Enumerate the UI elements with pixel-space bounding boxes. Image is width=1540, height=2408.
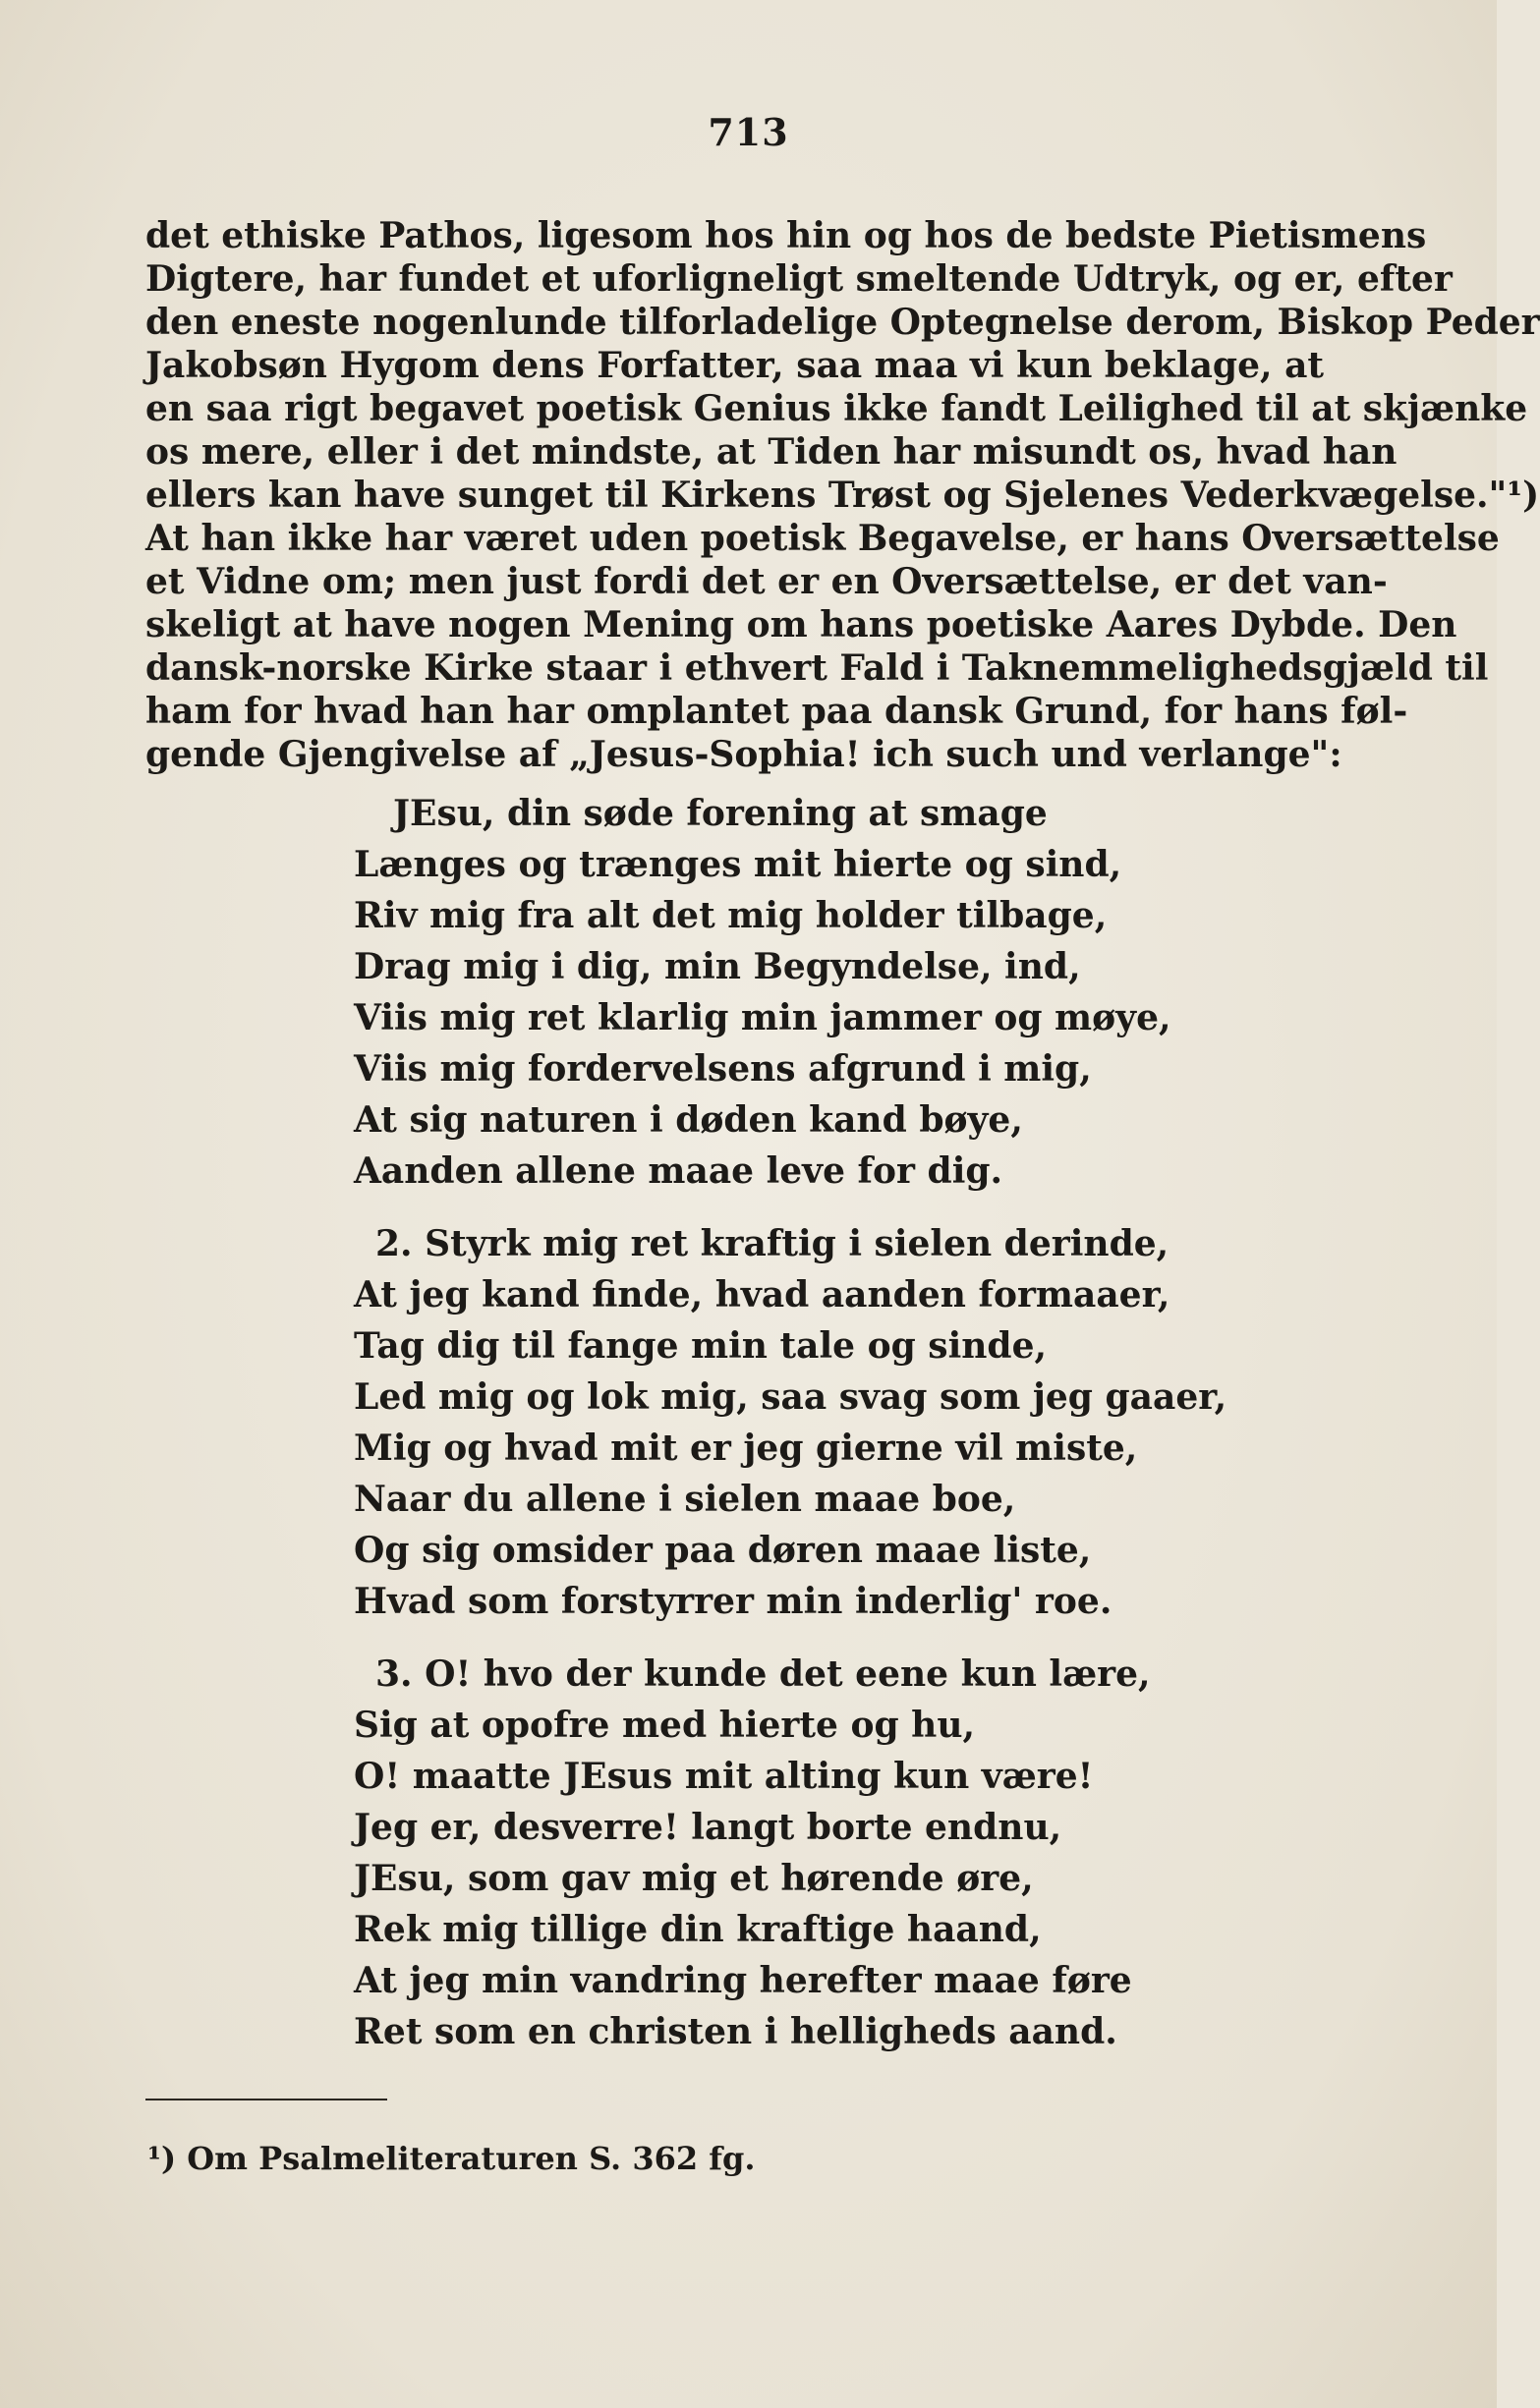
verse-line: Ret som en christen i helligheds aand. — [354, 2011, 1117, 2052]
verse-line: Drag mig i dig, min Begyndelse, ind, — [354, 946, 1081, 987]
verse-line: Og sig omsider paa døren maae liste, — [354, 1530, 1092, 1571]
verse-line: Længes og trænges mit hierte og sind, — [354, 844, 1122, 885]
prose-line: et Vidne om; men just fordi det er en Oversættelse, er det van- — [145, 561, 1388, 602]
hymn-stanza-3 — [354, 1649, 1238, 2057]
hymn-stanza-1 — [354, 788, 1238, 1197]
prose-line: At han ikke har været uden poetisk Begavelse, er hans Oversættelse — [145, 518, 1500, 559]
verse-line: At jeg min vandring herefter maae føre — [354, 1960, 1132, 2001]
verse-line: 3. O! hvo der kunde det eene kun lære, — [375, 1653, 1151, 1695]
verse-line: 2. Styrk mig ret kraftig i sielen derinde, — [375, 1223, 1169, 1264]
verse-line: JEsu, din søde forening at smage — [393, 793, 1048, 834]
prose-line: gende Gjengivelse af „Jesus-Sophia! ich such und verlange": — [145, 734, 1342, 775]
verse-line: Aanden allene maae leve for dig. — [354, 1150, 1003, 1192]
footnote: ¹) Om Psalmeliteraturen S. 362 fg. — [147, 2140, 756, 2177]
verse-line: Tag dig til fange min tale og sinde, — [354, 1325, 1048, 1367]
prose-line: skeligt at have nogen Mening om hans poetiske Aares Dybde. Den — [145, 604, 1457, 645]
prose-line: Jakobsøn Hygom dens Forfatter, saa maa vi kun beklage, at — [145, 345, 1325, 386]
prose-line: den eneste nogenlunde tilforladelige Optegnelse derom, Biskop Peder — [145, 302, 1540, 343]
verse-line: Rek mig tillige din kraftige haand, — [354, 1909, 1042, 1950]
verse-line: Viis mig ret klarlig min jammer og møye, — [354, 997, 1171, 1038]
verse-line: Viis mig fordervelsens afgrund i mig, — [354, 1048, 1092, 1090]
verse-line: Mig og hvad mit er jeg gierne vil miste, — [354, 1428, 1138, 1469]
prose-line: dansk-norske Kirke staar i ethvert Fald i Taknemmelighedsgjæld til — [145, 647, 1489, 689]
prose-line: det ethiske Pathos, ligesom hos hin og hos de bedste Pietismens — [145, 215, 1427, 256]
prose-line: ellers kan have sunget til Kirkens Trøst og Sjelenes Vederkvægelse."¹) — [145, 475, 1540, 516]
verse-line: Hvad som forstyrrer min inderlig' roe. — [354, 1581, 1112, 1622]
verse-line: Naar du allene i sielen maae boe, — [354, 1479, 1016, 1520]
verse-line: Sig at opofre med hierte og hu, — [354, 1705, 976, 1746]
prose-line: en saa rigt begavet poetisk Genius ikke fandt Leilighed til at skjænke — [145, 388, 1528, 429]
body-paragraph — [145, 214, 1540, 776]
verse-line: Jeg er, desverre! langt borte endnu, — [354, 1807, 1062, 1848]
verse-line: Riv mig fra alt det mig holder tilbage, — [354, 895, 1108, 936]
verse-line: Led mig og lok mig, saa svag som jeg gaaer, — [354, 1376, 1227, 1418]
verse-line: At sig naturen i døden kand bøye, — [354, 1099, 1023, 1141]
prose-line: ham for hvad han har omplantet paa dansk Grund, for hans føl- — [145, 691, 1408, 732]
hymn-stanza-2 — [354, 1218, 1238, 1627]
verse-line: At jeg kand finde, hvad aanden formaaer, — [354, 1274, 1170, 1316]
prose-line: os mere, eller i det mindste, at Tiden har misundt os, hvad han — [145, 431, 1397, 473]
footnote-divider — [145, 2099, 387, 2100]
page-number: 713 — [708, 110, 789, 154]
prose-line: Digtere, har fundet et uforligneligt smeltende Udtryk, og er, efter — [145, 258, 1453, 300]
verse-line: JEsu, som gav mig et hørende øre, — [354, 1858, 1034, 1899]
verse-line: O! maatte JEsus mit alting kun være! — [354, 1756, 1094, 1797]
